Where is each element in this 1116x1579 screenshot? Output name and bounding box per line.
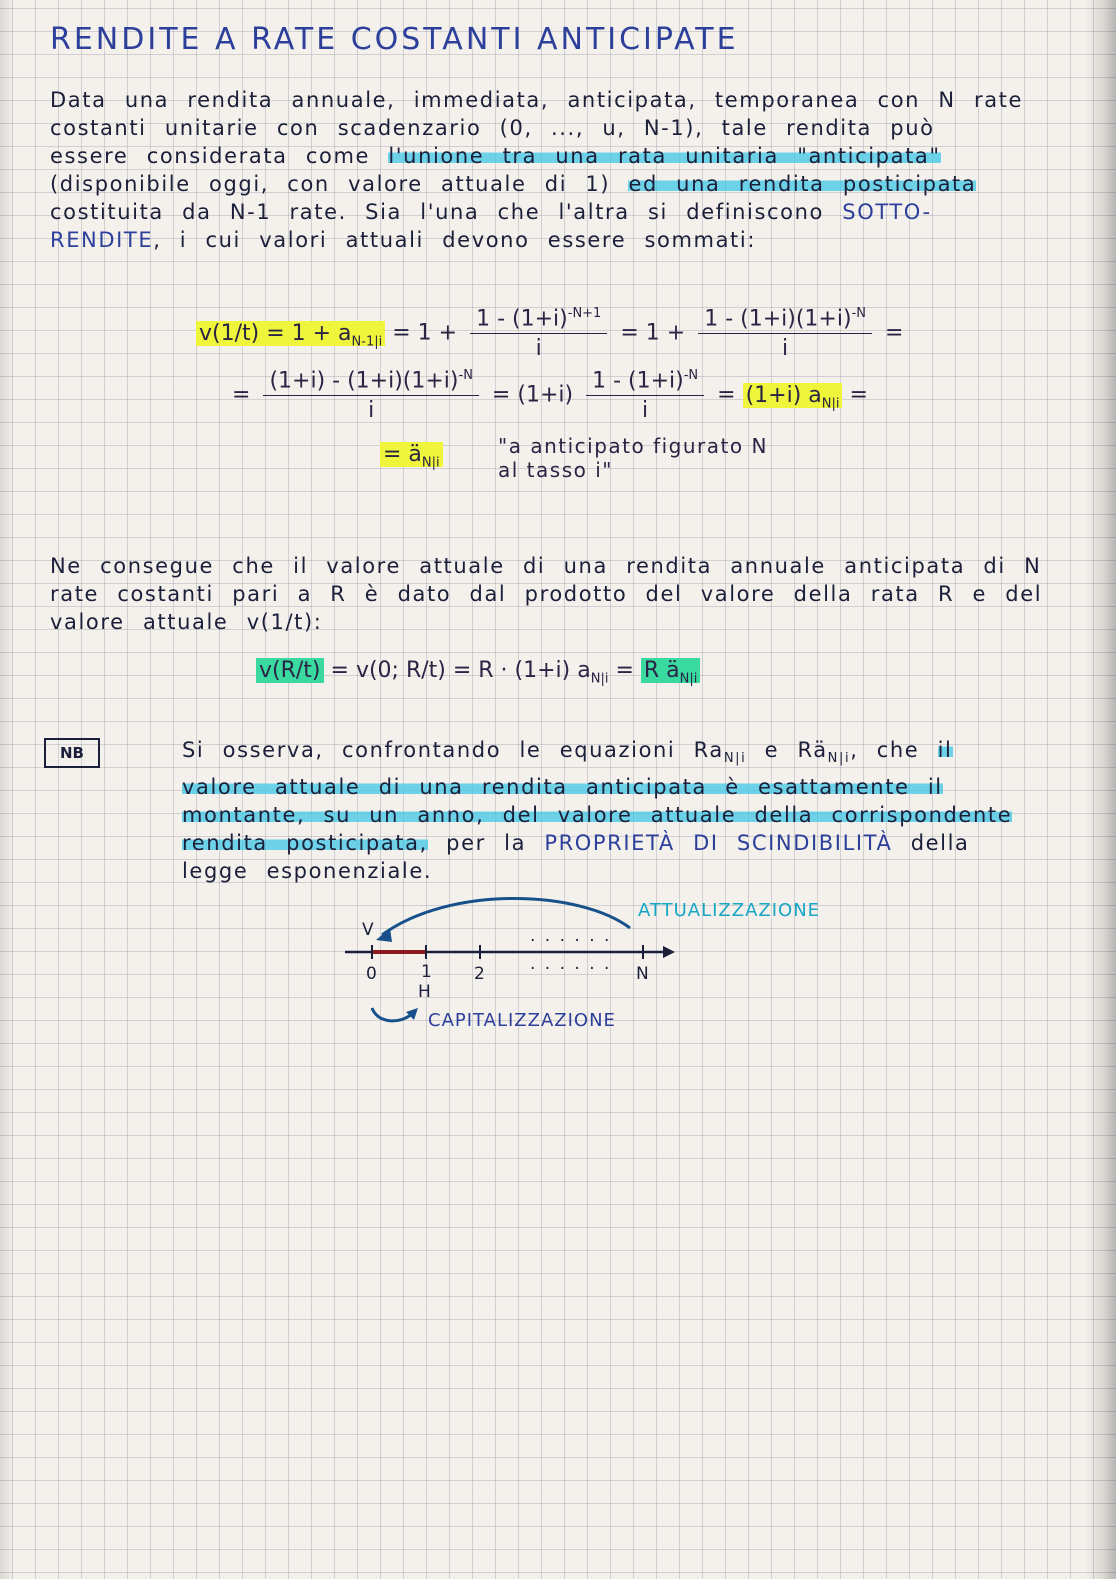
page-title: RENDITE A RATE COSTANTI ANTICIPATE [50, 22, 739, 57]
intro-text-1: Data una rendita annuale, immediata, anticipata, temporanea con N rate costanti unitarie con scadenzario (0, ..., u, N-1), [50, 88, 1024, 140]
intro-text-2: tale rendita può essere considerata come [50, 116, 935, 168]
equals-sign: = [491, 382, 511, 408]
one-plus: 1 + [645, 320, 686, 346]
coefficient: (1+i) [517, 382, 574, 408]
fraction-1: $\frac{1 - (1+i)^{-N+1}}{i}$ [470, 306, 607, 361]
intro-text-4: costituita da N-1 rate. Sia l'una che l'altra si definiscono [50, 200, 824, 224]
nb-text-5: della legge esponenziale. [182, 831, 970, 884]
equals-sign: = [849, 382, 868, 408]
fraction-2: $\frac{1 - (1+i)(1+i)^{-N}}{i}$ [698, 306, 872, 361]
formula-present-value [256, 658, 700, 686]
intro-text-5: , i cui valori attuali devono essere sommati: [153, 228, 757, 252]
sotto-rendite-term: SOTTO-RENDITE [50, 200, 932, 252]
formula-line-3 [380, 442, 443, 470]
nb-label: NB [44, 738, 100, 768]
attualizzazione-arrowhead [376, 928, 392, 942]
h-label: H [418, 982, 431, 1002]
v-label: V [362, 920, 374, 940]
formula-lhs: $v(1/t) = 1 + a_{N-1|i}$ [196, 321, 385, 346]
nb-text-3: , che [850, 738, 920, 762]
consequence-text: Ne consegue che il valore attuale di una rendita annuale anticipata di N rate costanti pari a R è dato dal prodotto del valore della rata R e del valore attuale v(1/t): [50, 554, 1043, 634]
fraction-3: $\frac{(1+i) - (1+i)(1+i)^{-N}}{i}$ [263, 368, 478, 423]
tick-label-n: N [636, 964, 649, 984]
capitalizzazione-label: CAPITALIZZAZIONE [428, 1010, 616, 1031]
one-plus: 1 + [417, 320, 458, 346]
dots-lower: . . . . . . [530, 954, 612, 974]
formula2-rhs: R $ä_{N|i}$ [641, 658, 700, 683]
equals-sign: = [717, 382, 736, 408]
consequence-paragraph [50, 552, 1050, 636]
formula-line-1 [196, 306, 903, 361]
dots-upper: . . . . . . [530, 926, 612, 946]
equals-sign: = [620, 320, 639, 346]
intro-text-3: (disponibile oggi, con valore attuale di 1) [50, 172, 611, 196]
nb-text-1: Si osserva, confrontando le equazioni $Ra_{N|i}$ [182, 738, 747, 767]
intro-highlight-1: l'unione tra una rata unitaria "anticipata" [388, 144, 941, 168]
tick-label-0: 0 [366, 964, 377, 984]
nb-text-4: per la [446, 831, 527, 856]
equals-sign: = [884, 320, 904, 346]
formula-line-2 [232, 368, 868, 423]
nb-highlight: il valore attuale di una rendita anticipata è esattamente il montante, su un anno, del valore attuale della corrispondente rendita posticipata, [182, 738, 1013, 856]
attualizzazione-label: ATTUALIZZAZIONE [638, 900, 821, 921]
nb-paragraph [182, 736, 1042, 885]
fraction-4: $\frac{1 - (1+i)^{-N}}{i}$ [586, 368, 704, 423]
nb-property: PROPRIETÀ DI SCINDIBILITÀ [544, 831, 893, 856]
result-a: (1+i) $a_{N|i}$ [743, 383, 843, 408]
result-a-dieresis: = $ä_{N|i}$ [380, 442, 443, 467]
equals-sign: = [615, 658, 634, 683]
tick-label-1: 1 [421, 962, 432, 982]
equals-sign: = [232, 382, 251, 408]
formula-note: "a anticipato figurato N al tasso i" [498, 434, 768, 482]
capitalizzazione-arc [372, 1008, 412, 1021]
tick-label-2: 2 [474, 964, 485, 984]
timeline-diagram [330, 890, 850, 1040]
intro-paragraph [50, 86, 1025, 254]
page-shadow-left [0, 0, 14, 1579]
formula2-lhs: v(R/t) [256, 658, 324, 683]
nb-text-2: e $Rä_{N|i}$ [764, 738, 851, 767]
timeline-arrowhead [663, 946, 675, 958]
formula2-mid: = v(0; R/t) = R · (1+i) $a_{N|i}$ [330, 658, 609, 687]
intro-highlight-2: ed una rendita posticipata [628, 172, 977, 196]
page-shadow-right [1084, 0, 1116, 1579]
equals-sign: = [392, 320, 411, 346]
